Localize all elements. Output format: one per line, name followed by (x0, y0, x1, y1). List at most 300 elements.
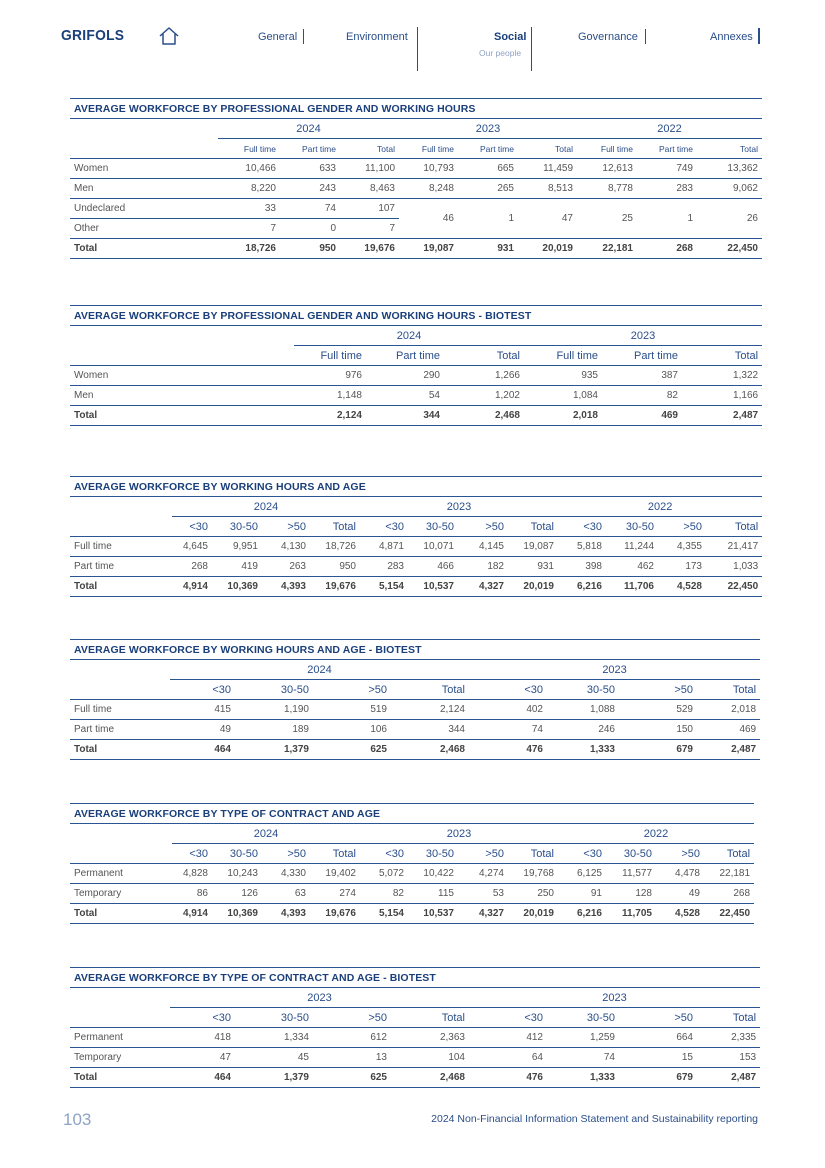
column-header: Part time (366, 346, 444, 366)
row-label: Part time (70, 720, 170, 740)
cell: 268 (704, 884, 754, 904)
cell: 419 (212, 557, 262, 577)
cell: 931 (508, 557, 558, 577)
cell: 950 (280, 239, 340, 259)
cell: 4,145 (458, 537, 508, 557)
cell: 82 (360, 884, 408, 904)
year-header: 2024 (170, 660, 469, 680)
cell: 1,379 (235, 740, 313, 760)
cell: 462 (606, 557, 658, 577)
cell: 10,793 (399, 159, 458, 179)
row-label: Undeclared (70, 199, 218, 219)
cell: 22,181 (577, 239, 637, 259)
cell: 8,248 (399, 179, 458, 199)
cell: 107 (340, 199, 399, 219)
column-header: Total (310, 844, 360, 864)
cell: 49 (656, 884, 704, 904)
table-gender-hours-biotest (70, 305, 762, 426)
column-header: >50 (619, 1008, 697, 1028)
column-header: 30-50 (408, 844, 458, 864)
footer-text: 2024 Non-Financial Information Statement and Sustainability reporting (431, 1113, 758, 1125)
cell: 469 (602, 406, 682, 426)
cell: 464 (170, 1068, 235, 1088)
column-header: Full time (218, 139, 280, 159)
merged-cell: 26 (697, 199, 762, 239)
row-label: Total (70, 1068, 170, 1088)
column-header: <30 (360, 517, 408, 537)
cell: 10,369 (212, 577, 262, 597)
cell: 243 (280, 179, 340, 199)
cell: 2,124 (294, 406, 366, 426)
cell: 402 (469, 700, 547, 720)
cell: 11,706 (606, 577, 658, 597)
column-header: >50 (658, 517, 706, 537)
merged-cell: 1 (458, 199, 518, 239)
cell: 625 (313, 1068, 391, 1088)
nav-social-sub[interactable]: Our people (479, 48, 522, 58)
cell: 1,333 (547, 1068, 619, 1088)
cell: 4,528 (658, 577, 706, 597)
column-header: <30 (170, 1008, 235, 1028)
cell: 950 (310, 557, 360, 577)
column-header: <30 (172, 844, 212, 864)
column-header: >50 (458, 517, 508, 537)
cell: 173 (658, 557, 706, 577)
year-header: 2022 (558, 824, 754, 844)
cell: 10,537 (408, 904, 458, 924)
cell: 5,154 (360, 904, 408, 924)
cell: 464 (170, 740, 235, 760)
column-header: <30 (558, 844, 606, 864)
row-label: Men (70, 386, 294, 406)
cell: 749 (637, 159, 697, 179)
grifols-logo[interactable]: GRIFOLS (61, 27, 125, 44)
row-label: Men (70, 179, 218, 199)
cell: 54 (366, 386, 444, 406)
cell: 19,402 (310, 864, 360, 884)
column-header: Total (704, 844, 754, 864)
cell: 4,828 (172, 864, 212, 884)
row-label: Permanent (70, 864, 172, 884)
cell: 2,363 (391, 1028, 469, 1048)
row-label: Women (70, 366, 294, 386)
cell: 679 (619, 1068, 697, 1088)
cell: 1,084 (524, 386, 602, 406)
cell: 612 (313, 1028, 391, 1048)
table-row (70, 199, 762, 219)
column-header: <30 (469, 1008, 547, 1028)
year-header: 2023 (469, 988, 760, 1008)
column-header: Total (340, 139, 399, 159)
cell: 9,951 (212, 537, 262, 557)
table-row (70, 864, 754, 884)
column-header: Total (697, 139, 762, 159)
cell: 6,216 (558, 577, 606, 597)
cell: 6,216 (558, 904, 606, 924)
column-header: Total (682, 346, 762, 366)
cell: 19,676 (310, 904, 360, 924)
table-row (70, 700, 760, 720)
cell: 4,327 (458, 904, 508, 924)
row-label: Full time (70, 700, 170, 720)
year-header: 2024 (172, 497, 360, 517)
cell: 1,266 (444, 366, 524, 386)
cell: 106 (313, 720, 391, 740)
cell: 7 (340, 219, 399, 239)
cell: 1,166 (682, 386, 762, 406)
cell: 115 (408, 884, 458, 904)
cell: 476 (469, 740, 547, 760)
table-title: AVERAGE WORKFORCE BY TYPE OF CONTRACT AND AGE - BIOTEST (70, 968, 760, 988)
total-row (70, 406, 762, 426)
column-header: Full time (577, 139, 637, 159)
cell: 8,220 (218, 179, 280, 199)
cell: 274 (310, 884, 360, 904)
cell: 74 (547, 1048, 619, 1068)
cell: 19,768 (508, 864, 558, 884)
row-label: Permanent (70, 1028, 170, 1048)
cell: 18,726 (218, 239, 280, 259)
cell: 0 (280, 219, 340, 239)
cell: 86 (172, 884, 212, 904)
nav-annexes[interactable]: Annexes (710, 31, 753, 43)
table-hours-age-biotest (70, 639, 760, 760)
row-label: Other (70, 219, 218, 239)
column-header: Total (697, 1008, 760, 1028)
cell: 2,468 (391, 1068, 469, 1088)
column-header: Total (508, 517, 558, 537)
cell: 4,528 (656, 904, 704, 924)
year-header: 2023 (170, 988, 469, 1008)
cell: 20,019 (508, 904, 558, 924)
table-row (70, 179, 762, 199)
column-header: Total (697, 680, 760, 700)
row-label: Total (70, 577, 172, 597)
cell: 415 (170, 700, 235, 720)
row-label: Part time (70, 557, 172, 577)
cell: 4,871 (360, 537, 408, 557)
column-header: Part time (458, 139, 518, 159)
cell: 246 (547, 720, 619, 740)
cell: 268 (172, 557, 212, 577)
cell: 2,018 (697, 700, 760, 720)
table-title: AVERAGE WORKFORCE BY TYPE OF CONTRACT AND AGE (70, 804, 754, 824)
cell: 10,243 (212, 864, 262, 884)
cell: 4,130 (262, 537, 310, 557)
cell: 10,466 (218, 159, 280, 179)
cell: 4,645 (172, 537, 212, 557)
cell: 1,202 (444, 386, 524, 406)
column-header: <30 (170, 680, 235, 700)
table-contract-age-biotest (70, 967, 760, 1088)
year-header: 2023 (399, 119, 577, 139)
cell: 11,705 (606, 904, 656, 924)
column-header: 30-50 (235, 1008, 313, 1028)
year-header: 2023 (360, 497, 558, 517)
row-label: Total (70, 740, 170, 760)
cell: 64 (469, 1048, 547, 1068)
cell: 935 (524, 366, 602, 386)
cell: 1,190 (235, 700, 313, 720)
merged-cell: 1 (637, 199, 697, 239)
cell: 8,463 (340, 179, 399, 199)
cell: 6,125 (558, 864, 606, 884)
column-header: >50 (262, 517, 310, 537)
cell: 22,181 (704, 864, 754, 884)
column-header: 30-50 (547, 680, 619, 700)
column-header: Full time (294, 346, 366, 366)
merged-cell: 46 (399, 199, 458, 239)
table-row (70, 720, 760, 740)
column-header: 30-50 (212, 517, 262, 537)
cell: 53 (458, 884, 508, 904)
cell: 1,333 (547, 740, 619, 760)
cell: 4,393 (262, 577, 310, 597)
page-number: 103 (63, 1110, 92, 1129)
cell: 2,468 (391, 740, 469, 760)
table-row (70, 1028, 760, 1048)
cell: 10,537 (408, 577, 458, 597)
table-row (70, 159, 762, 179)
table-title: AVERAGE WORKFORCE BY WORKING HOURS AND AGE - BIOTEST (70, 640, 760, 660)
cell: 22,450 (706, 577, 762, 597)
column-header: 30-50 (212, 844, 262, 864)
column-header: Total (706, 517, 762, 537)
nav-environment[interactable]: Environment (346, 31, 408, 43)
cell: 387 (602, 366, 682, 386)
cell: 5,072 (360, 864, 408, 884)
total-row (70, 904, 754, 924)
cell: 49 (170, 720, 235, 740)
cell: 1,322 (682, 366, 762, 386)
column-header: >50 (313, 1008, 391, 1028)
cell: 11,100 (340, 159, 399, 179)
column-header: Full time (399, 139, 458, 159)
column-header: <30 (469, 680, 547, 700)
cell: 33 (218, 199, 280, 219)
cell: 2,018 (524, 406, 602, 426)
year-header: 2023 (360, 824, 558, 844)
cell: 10,071 (408, 537, 458, 557)
cell: 2,487 (697, 1068, 760, 1088)
cell: 104 (391, 1048, 469, 1068)
table-row (70, 884, 754, 904)
cell: 15 (619, 1048, 697, 1068)
column-header: Part time (602, 346, 682, 366)
table-row (70, 386, 762, 406)
cell: 265 (458, 179, 518, 199)
cell: 1,259 (547, 1028, 619, 1048)
cell: 20,019 (508, 577, 558, 597)
cell: 2,468 (444, 406, 524, 426)
cell: 418 (170, 1028, 235, 1048)
column-header: Total (518, 139, 577, 159)
cell: 1,148 (294, 386, 366, 406)
nav-divider (645, 29, 646, 44)
cell: 2,487 (682, 406, 762, 426)
row-label: Total (70, 406, 294, 426)
column-header: Part time (280, 139, 340, 159)
cell: 45 (235, 1048, 313, 1068)
row-label: Women (70, 159, 218, 179)
nav-divider (531, 27, 532, 71)
cell: 529 (619, 700, 697, 720)
cell: 4,355 (658, 537, 706, 557)
cell: 13,362 (697, 159, 762, 179)
cell: 344 (366, 406, 444, 426)
row-label: Total (70, 904, 172, 924)
cell: 665 (458, 159, 518, 179)
cell: 4,478 (656, 864, 704, 884)
home-icon[interactable] (158, 26, 180, 46)
cell: 5,818 (558, 537, 606, 557)
cell: 398 (558, 557, 606, 577)
column-header: >50 (313, 680, 391, 700)
year-header: 2023 (469, 660, 760, 680)
total-row (70, 577, 762, 597)
column-header: Full time (524, 346, 602, 366)
year-header: 2022 (558, 497, 762, 517)
merged-cell: 25 (577, 199, 637, 239)
cell: 2,335 (697, 1028, 760, 1048)
cell: 412 (469, 1028, 547, 1048)
cell: 189 (235, 720, 313, 740)
table-row (70, 537, 762, 557)
cell: 4,393 (262, 904, 310, 924)
nav-governance[interactable]: Governance (578, 31, 638, 43)
column-header: <30 (360, 844, 408, 864)
cell: 5,154 (360, 577, 408, 597)
nav-social[interactable]: Social (494, 31, 527, 43)
cell: 1,334 (235, 1028, 313, 1048)
cell: 153 (697, 1048, 760, 1068)
cell: 74 (469, 720, 547, 740)
cell: 19,087 (399, 239, 458, 259)
column-header: 30-50 (408, 517, 458, 537)
table-row (70, 557, 762, 577)
column-header: Total (508, 844, 558, 864)
column-header: 30-50 (606, 844, 656, 864)
cell: 128 (606, 884, 656, 904)
table-title: AVERAGE WORKFORCE BY PROFESSIONAL GENDER AND WORKING HOURS - BIOTEST (70, 306, 762, 326)
cell: 4,274 (458, 864, 508, 884)
row-label: Full time (70, 537, 172, 557)
cell: 47 (170, 1048, 235, 1068)
column-header: 30-50 (606, 517, 658, 537)
cell: 1,088 (547, 700, 619, 720)
cell: 976 (294, 366, 366, 386)
total-row (70, 1068, 760, 1088)
nav-divider (303, 29, 304, 44)
year-header: 2024 (294, 326, 524, 346)
cell: 9,062 (697, 179, 762, 199)
year-header: 2023 (524, 326, 762, 346)
column-header: Part time (637, 139, 697, 159)
cell: 13 (313, 1048, 391, 1068)
column-header: Total (391, 680, 469, 700)
column-header: Total (310, 517, 360, 537)
year-header: 2024 (218, 119, 399, 139)
cell: 22,450 (697, 239, 762, 259)
table-contract-age (70, 803, 754, 924)
cell: 2,487 (697, 740, 760, 760)
total-row (70, 740, 760, 760)
year-header: 2024 (172, 824, 360, 844)
nav-divider (417, 27, 418, 71)
cell: 4,914 (172, 904, 212, 924)
cell: 82 (602, 386, 682, 406)
row-label: Temporary (70, 884, 172, 904)
cell: 21,417 (706, 537, 762, 557)
table-row (70, 366, 762, 386)
cell: 11,577 (606, 864, 656, 884)
cell: 268 (637, 239, 697, 259)
row-label: Total (70, 239, 218, 259)
column-header: >50 (262, 844, 310, 864)
cell: 11,459 (518, 159, 577, 179)
column-header: <30 (558, 517, 606, 537)
cell: 74 (280, 199, 340, 219)
cell: 466 (408, 557, 458, 577)
row-label: Temporary (70, 1048, 170, 1068)
cell: 63 (262, 884, 310, 904)
cell: 2,124 (391, 700, 469, 720)
cell: 12,613 (577, 159, 637, 179)
total-row (70, 239, 762, 259)
cell: 19,087 (508, 537, 558, 557)
cell: 22,450 (704, 904, 754, 924)
nav-divider (758, 28, 760, 44)
cell: 250 (508, 884, 558, 904)
cell: 283 (360, 557, 408, 577)
cell: 664 (619, 1028, 697, 1048)
column-header: >50 (656, 844, 704, 864)
table-title: AVERAGE WORKFORCE BY PROFESSIONAL GENDER AND WORKING HOURS (70, 99, 762, 119)
cell: 625 (313, 740, 391, 760)
cell: 519 (313, 700, 391, 720)
cell: 20,019 (518, 239, 577, 259)
cell: 4,327 (458, 577, 508, 597)
table-title: AVERAGE WORKFORCE BY WORKING HOURS AND AGE (70, 477, 762, 497)
cell: 633 (280, 159, 340, 179)
column-header: Total (444, 346, 524, 366)
cell: 19,676 (310, 577, 360, 597)
cell: 4,330 (262, 864, 310, 884)
nav-general[interactable]: General (258, 31, 298, 43)
cell: 476 (469, 1068, 547, 1088)
cell: 10,422 (408, 864, 458, 884)
cell: 19,676 (340, 239, 399, 259)
cell: 1,379 (235, 1068, 313, 1088)
column-header: 30-50 (235, 680, 313, 700)
column-header: 30-50 (547, 1008, 619, 1028)
cell: 4,914 (172, 577, 212, 597)
cell: 1,033 (706, 557, 762, 577)
table-hours-age (70, 476, 762, 597)
table-gender-hours (70, 98, 762, 259)
column-header: Total (391, 1008, 469, 1028)
cell: 18,726 (310, 537, 360, 557)
cell: 283 (637, 179, 697, 199)
cell: 679 (619, 740, 697, 760)
cell: 344 (391, 720, 469, 740)
cell: 126 (212, 884, 262, 904)
cell: 263 (262, 557, 310, 577)
merged-cell: 47 (518, 199, 577, 239)
cell: 8,513 (518, 179, 577, 199)
cell: 11,244 (606, 537, 658, 557)
year-header: 2022 (577, 119, 762, 139)
